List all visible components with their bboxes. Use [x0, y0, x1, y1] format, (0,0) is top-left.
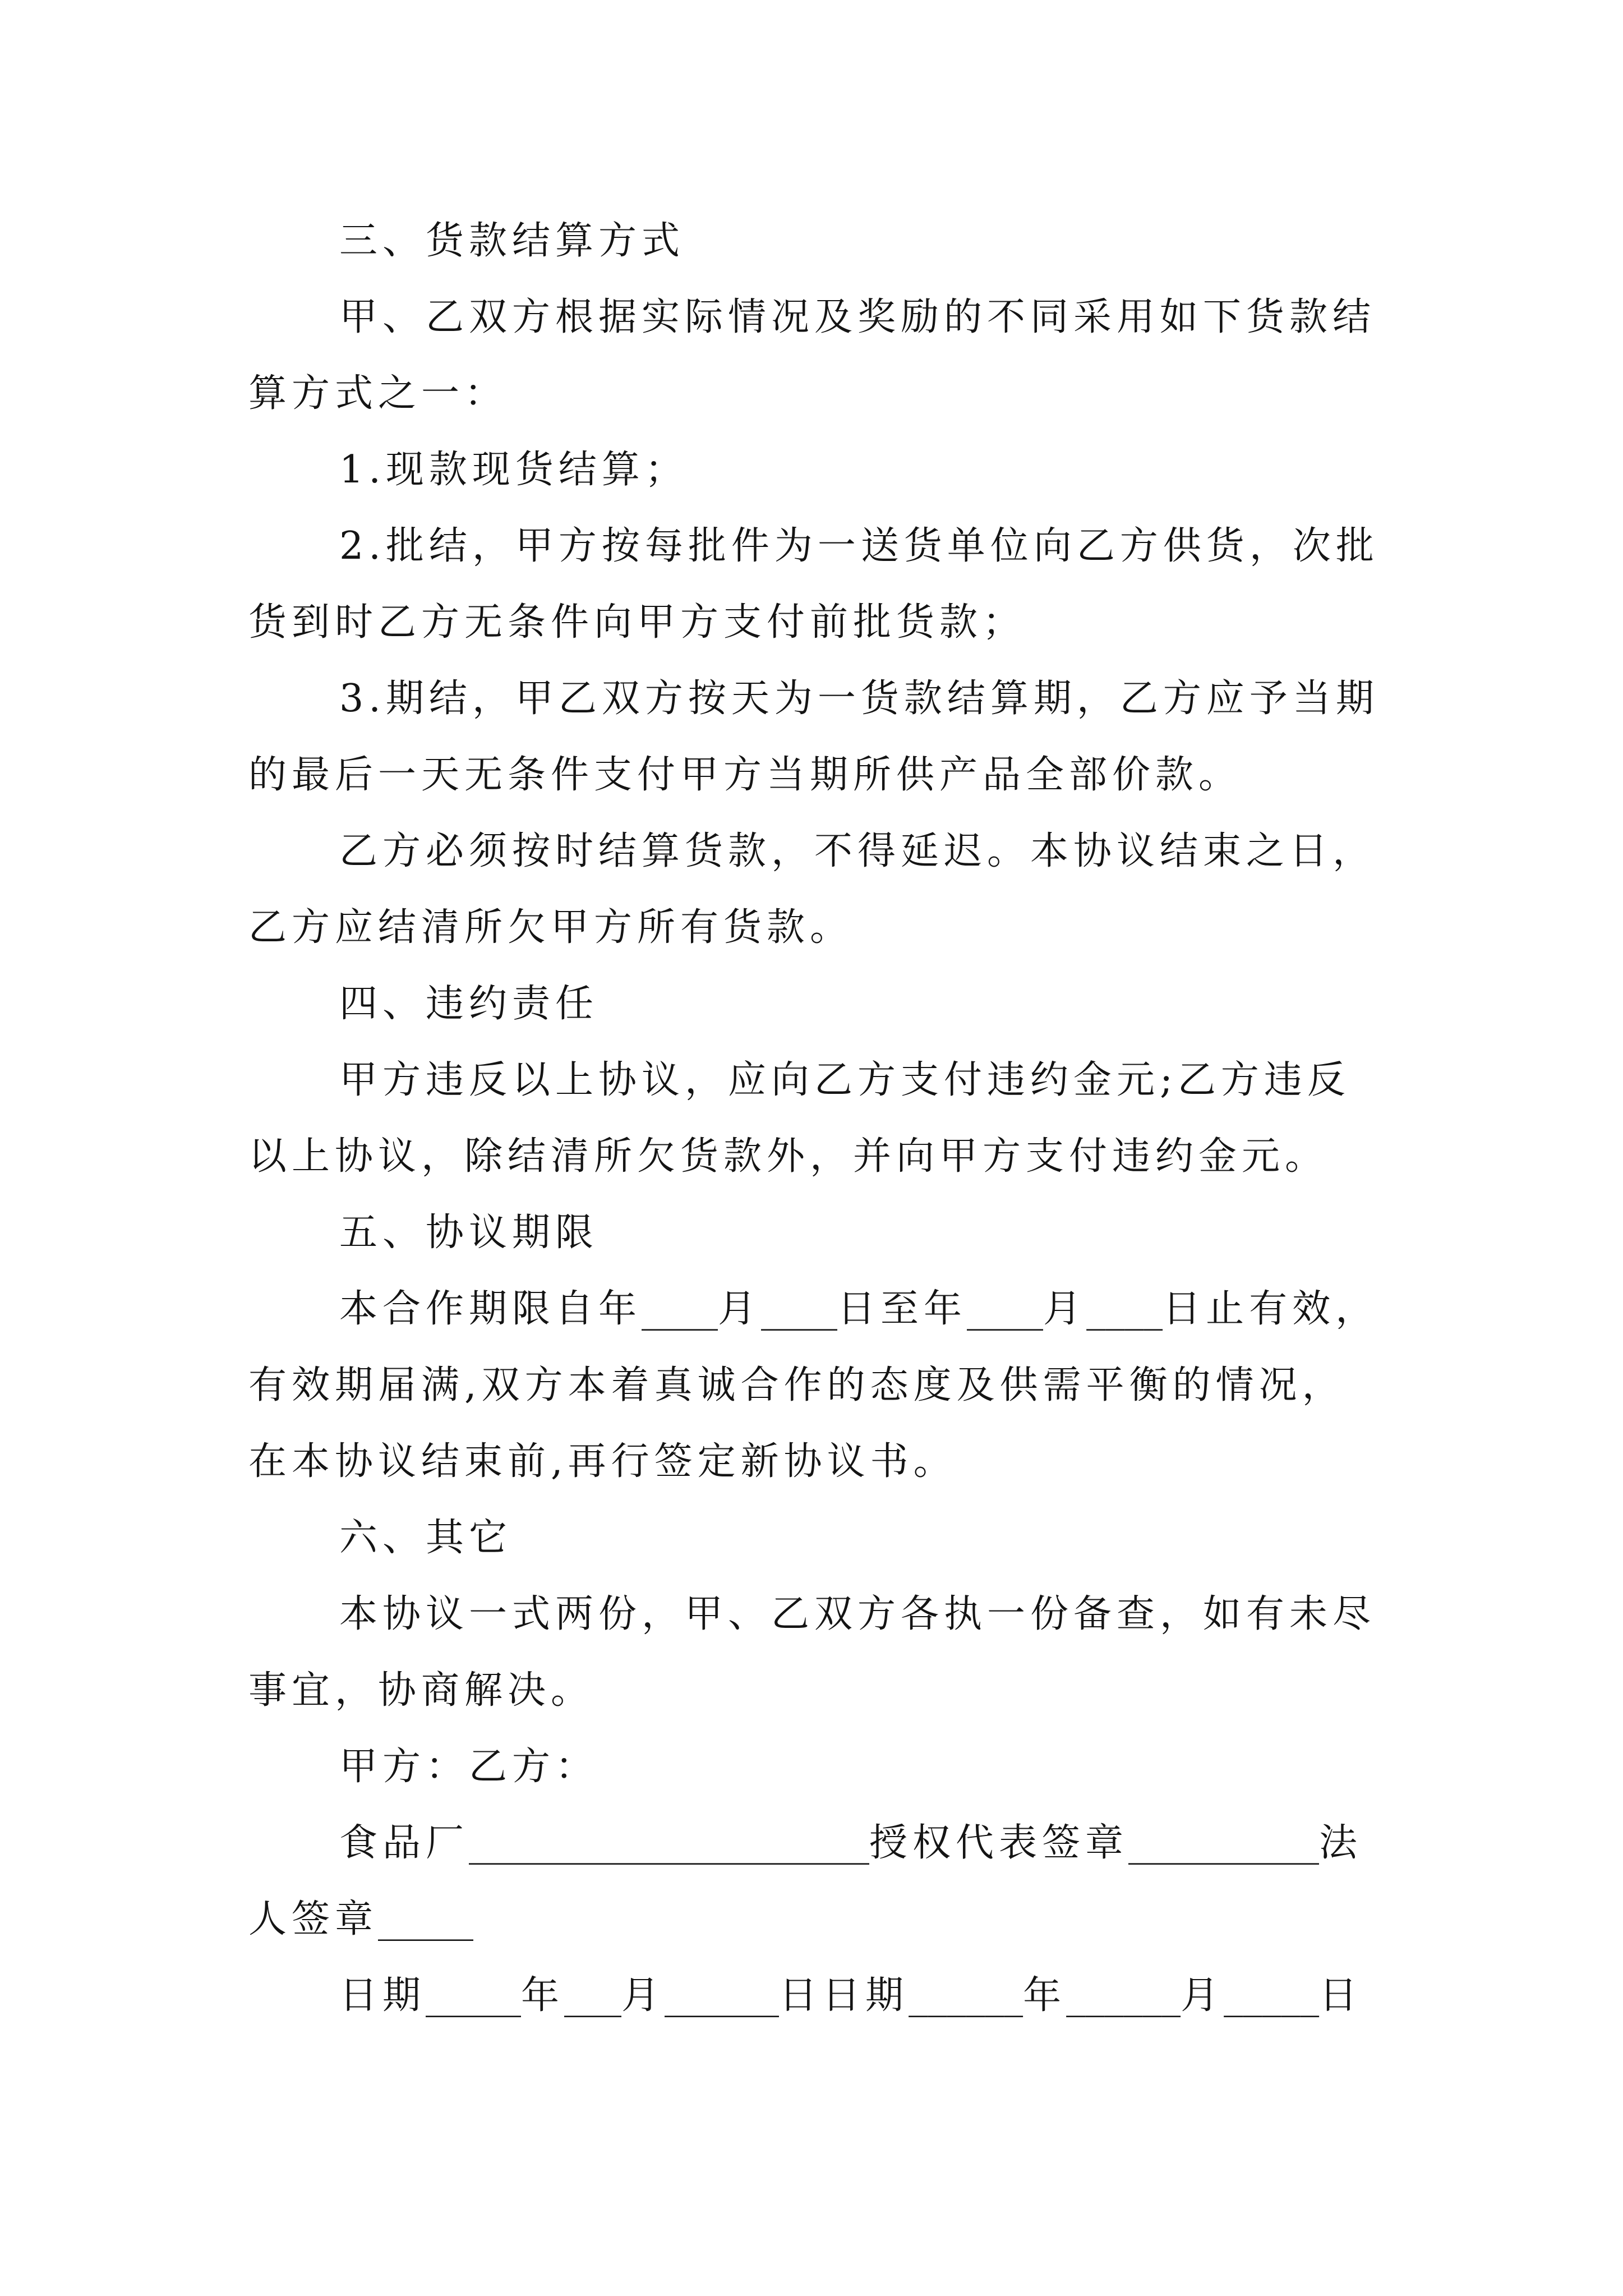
text-line: 事宜，协商解决。: [248, 1668, 594, 1713]
text-line: [248, 1805, 1482, 1881]
blank-fill-line: ___: [564, 1973, 622, 2018]
text-line: 甲、乙双方根据实际情况及奖励的不同采用如下货款结: [339, 295, 1376, 339]
text-line: [248, 1271, 1482, 1347]
text-line: [248, 1881, 1482, 1958]
text-line: 货到时乙方无条件向甲方支付前批货款；: [248, 600, 1026, 645]
text-segment: 法: [1319, 1821, 1363, 1865]
clause-paragraph: [248, 1042, 1482, 1195]
date-block: [248, 1958, 1482, 2034]
text-segment: 食品厂: [339, 1821, 469, 1865]
text-line: 在本协议结束前,再行签定新协议书。: [248, 1439, 957, 1484]
text-segment: 月: [1043, 1287, 1087, 1331]
text-line: 以上协议，除结清所欠货款外，并向甲方支付违约金元。: [248, 1134, 1329, 1179]
text-line: 五、协议期限: [339, 1211, 599, 1255]
text-line: [248, 1958, 1482, 2034]
text-segment: 日期: [339, 1973, 426, 2018]
text-segment: 日日期: [779, 1973, 909, 2018]
list-item: [248, 661, 1482, 813]
text-line: 算方式之一：: [248, 371, 508, 416]
text-segment: 月: [718, 1287, 762, 1331]
blank-fill-line: __________: [1128, 1821, 1320, 1865]
text-segment: 日止有效，: [1163, 1287, 1379, 1331]
section-heading-agreement-term: [248, 1195, 1482, 1271]
text-segment: 授权代表签章: [869, 1821, 1129, 1865]
clause-paragraph: [248, 1576, 1482, 1729]
text-segment: 人签章: [248, 1897, 379, 1941]
blank-fill-line: _____________________: [469, 1821, 870, 1865]
text-line: 四、违约责任: [339, 982, 599, 1026]
text-line: 的最后一天无条件支付甲方当期所供产品全部价款。: [248, 753, 1242, 797]
text-line: 乙方应结清所欠甲方所有货款。: [248, 905, 854, 950]
text-segment: 月: [1181, 1973, 1224, 2018]
text-segment: 年: [1023, 1973, 1067, 2018]
text-line: 2.批结，甲方按每批件为一送货单位向乙方供货，次批: [339, 524, 1379, 568]
clause-paragraph: [248, 279, 1482, 432]
blank-fill-line: ____: [1086, 1287, 1163, 1331]
document-body: [248, 203, 1482, 2034]
blank-fill-line: ____: [642, 1287, 718, 1331]
blank-fill-line: _____: [378, 1897, 474, 1941]
text-line: 本协议一式两份，甲、乙双方各执一份备查，如有未尽: [339, 1592, 1376, 1636]
text-line: 3.期结，甲乙双方按天为一货款结算期，乙方应予当期: [339, 677, 1379, 721]
text-line: 六、其它: [339, 1516, 513, 1560]
text-line: 三、货款结算方式: [339, 219, 685, 263]
blank-fill-line: ____: [967, 1287, 1044, 1331]
text-line: 1.现款现货结算；: [339, 448, 688, 492]
blank-fill-line: _____: [426, 1973, 522, 2018]
blank-fill-line: _____: [1224, 1973, 1320, 2018]
party-labels: [248, 1729, 1482, 1805]
clause-paragraph: [248, 1271, 1482, 1500]
section-heading-breach-liability: [248, 966, 1482, 1042]
text-segment: 年: [521, 1973, 565, 2018]
section-heading-other: [248, 1500, 1482, 1576]
text-segment: 本合作期限自年: [339, 1287, 642, 1331]
text-line: 乙方必须按时结算货款，不得延迟。本协议结束之日，: [339, 829, 1376, 873]
blank-fill-line: ______: [909, 1973, 1023, 2018]
blank-fill-line: ______: [1066, 1973, 1181, 2018]
signature-block: [248, 1805, 1482, 1958]
text-line: 甲方：乙方：: [339, 1745, 599, 1789]
text-line: 有效期届满,双方本着真诚合作的态度及供需平衡的情况，: [248, 1363, 1345, 1407]
list-item: [248, 508, 1482, 661]
blank-fill-line: ____: [761, 1287, 838, 1331]
blank-fill-line: ______: [665, 1973, 780, 2018]
text-line: 甲方违反以上协议，应向乙方支付违约金元;乙方违反: [339, 1058, 1350, 1102]
text-segment: 月: [621, 1973, 665, 2018]
text-segment: 日: [1319, 1973, 1363, 2018]
clause-paragraph: [248, 813, 1482, 966]
list-item: [248, 432, 1482, 508]
section-heading-payment-settlement: [248, 203, 1482, 279]
text-segment: 日至年: [837, 1287, 967, 1331]
